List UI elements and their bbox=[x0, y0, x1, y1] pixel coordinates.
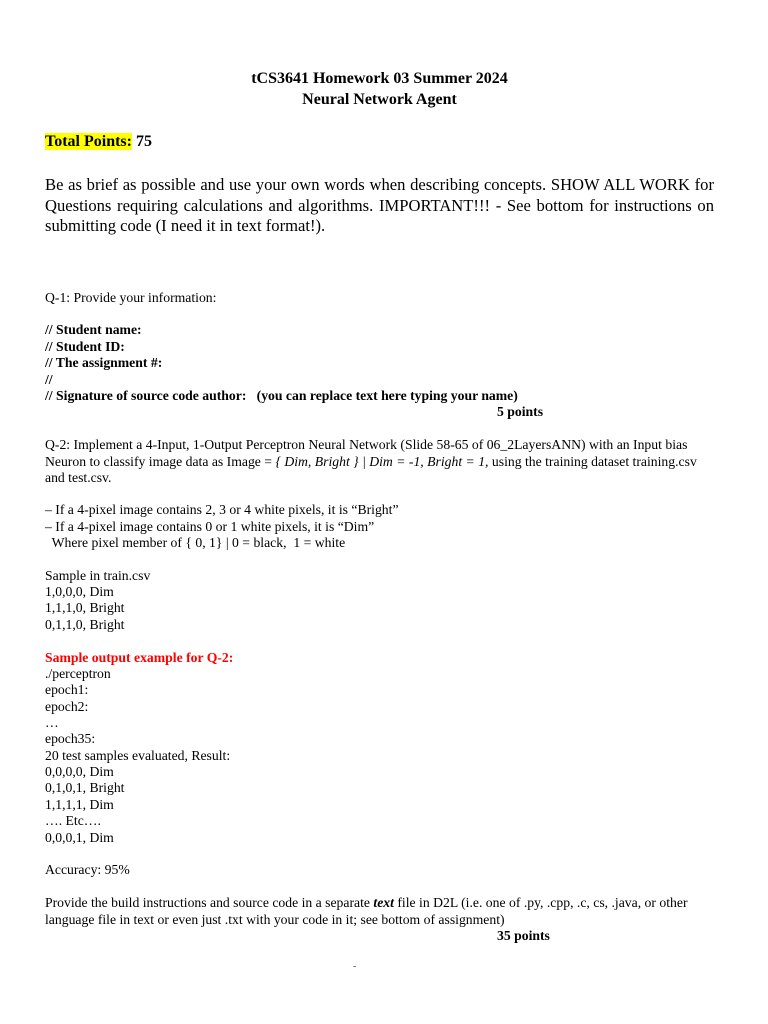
q1-prompt: Q-1: Provide your information: bbox=[45, 290, 217, 305]
document-subtitle: Neural Network Agent bbox=[302, 91, 457, 108]
q2-output-heading: Sample output example for Q-2: bbox=[45, 650, 234, 665]
total-points-value: 75 bbox=[135, 133, 152, 150]
q2-sample-heading: Sample in train.csv bbox=[45, 568, 151, 583]
q2-prompt-part1: Q-2: Implement a 4-Input, 1-Output Perceptron Neural Network (Slide 58-65 of 06_2LayersANN) with an Input bias Neuron to classify image data as Image = bbox=[45, 437, 688, 469]
q2-output-line: epoch2: bbox=[45, 699, 89, 714]
q1-assignment-line: // The assignment #: bbox=[45, 355, 163, 370]
q2-output-line: 20 test samples evaluated, Result: bbox=[45, 748, 231, 763]
q2-output-line: epoch35: bbox=[45, 731, 96, 746]
q2-output-line: …. Etc…. bbox=[45, 813, 101, 828]
q2-output-line: epoch1: bbox=[45, 682, 89, 697]
q2-output-line: … bbox=[45, 715, 59, 730]
document-page bbox=[45, 0, 714, 1024]
q2-prompt-italic: { Dim, Bright } | Dim = -1, Bright = 1, bbox=[275, 453, 489, 469]
q1-student-id-line: // Student ID: bbox=[45, 339, 125, 354]
q1-blank-comment-line: // bbox=[45, 372, 53, 387]
q1-student-name-line: // Student name: bbox=[45, 322, 142, 337]
total-points-label: Total Points: bbox=[45, 133, 132, 150]
q2-rule-pixel: Where pixel member of { 0, 1} | 0 = black, 1 = white bbox=[45, 535, 346, 550]
q2-points: 35 points bbox=[497, 928, 550, 943]
q2-output-line: 0,0,0,0, Dim bbox=[45, 764, 114, 779]
q2-output-line: 0,1,0,1, Bright bbox=[45, 780, 125, 795]
q1-points: 5 points bbox=[497, 404, 544, 419]
q2-output-line: ./perceptron bbox=[45, 666, 111, 681]
q2-output-line: 1,1,1,1, Dim bbox=[45, 797, 114, 812]
intro-paragraph: Be as brief as possible and use your own words when describing concepts. SHOW ALL WORK for Questions requiring calculations and algorithms. IMPORTANT!!! - See bottom for instructions on submitting code (I need it in text format!). bbox=[45, 175, 714, 235]
q2-sample-row: 1,1,1,0, Bright bbox=[45, 600, 125, 615]
q1-signature-line: // Signature of source code author: (you can replace text here typing your name) bbox=[45, 388, 518, 403]
q2-rule-dim: – If a 4-pixel image contains 0 or 1 white pixels, it is “Dim” bbox=[45, 519, 375, 534]
q2-sample-row: 0,1,1,0, Bright bbox=[45, 617, 125, 632]
q2-sample-row: 1,0,0,0, Dim bbox=[45, 584, 114, 599]
q2-output-line: 0,0,0,1, Dim bbox=[45, 830, 114, 845]
q2-build-part1: Provide the build instructions and source code in a separate bbox=[45, 895, 374, 910]
q2-accuracy: Accuracy: 95% bbox=[45, 862, 130, 877]
q2-build-instructions bbox=[45, 895, 714, 928]
total-points bbox=[45, 131, 152, 152]
page-footer-mark: - bbox=[353, 961, 357, 972]
q2-build-emphasis: text bbox=[373, 895, 394, 910]
q2-prompt-part2: using the training dataset training.csv and test.csv. bbox=[45, 453, 697, 485]
q2-build-part2: file in D2L (i.e. one of .py, .cpp, .c, cs, .java, or other language file in text or even just .txt with your code in it; see bottom of assignment) bbox=[45, 895, 688, 927]
q2-prompt bbox=[45, 437, 714, 487]
q2-rule-bright: – If a 4-pixel image contains 2, 3 or 4 white pixels, it is “Bright” bbox=[45, 502, 399, 517]
document-title: tCS3641 Homework 03 Summer 2024 bbox=[251, 70, 508, 87]
